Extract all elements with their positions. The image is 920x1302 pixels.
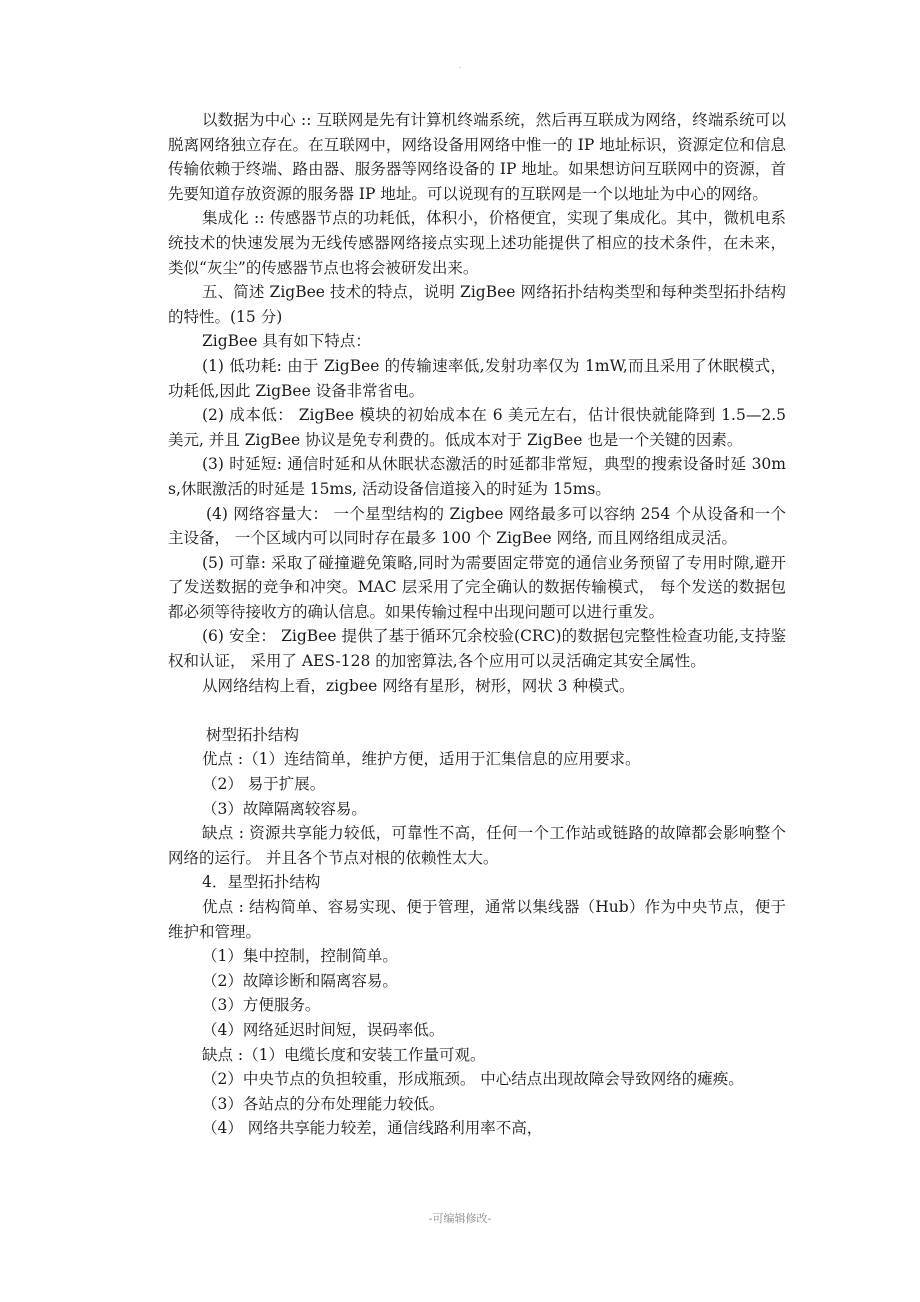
feature-low-power: (1) 低功耗: 由于 ZigBee 的传输速率低,发射功率仅为 1mW,而且采用了休眠模式，功耗低,因此 ZigBee 设备非常省电。 <box>168 356 786 400</box>
feature-short-latency: (3) 时延短: 通信时延和从休眠状态激活的时延都非常短，典型的搜索设备时延 30ms,休眠激活的时延是 15ms, 活动设备信道接入的时延为 15ms。 <box>168 455 786 498</box>
zigbee-features-intro: ZigBee 具有如下特点： <box>202 332 371 351</box>
feature-reliability: (5) 可靠: 采取了碰撞避免策略,同时为需要固定带宽的通信业务预留了专用时隙,避开了发送数据的竞争和冲突。MAC 层采用了完全确认的数据传输模式， 每个发送的数据包都必须等待接收方的确认信息。如果传输过程中出现问题可以进行重发。 <box>168 553 786 621</box>
paragraph-integration: 集成化 :: 传感器节点的功耗低，体积小，价格便宜，实现了集成化。其中，微机电系统技术的快速发展为无线传感器网络接点实现上述功能提供了相应的技术条件，在未来，类似“灰尘”的传感器节点也将会被研发出来。 <box>168 209 786 277</box>
tree-topology-heading: 树型拓扑结构 <box>206 725 300 744</box>
blank-line <box>168 698 786 723</box>
star-disadvantage-4: （4） 网络共享能力较差，通信线路利用率不高， <box>202 1119 543 1138</box>
star-disadvantage-1: 缺点 :（1）电缆长度和安装工作量可观。 <box>202 1045 486 1064</box>
header-mark: . <box>458 60 462 71</box>
star-disadvantage-3: （3）各站点的分布处理能力较低。 <box>202 1094 445 1113</box>
star-advantage-4: （4）网络延迟时间短，误码率低。 <box>202 1020 445 1039</box>
question-heading: 五、简述 ZigBee 技术的特点，说明 ZigBee 网络拓扑结构类型和每种类型拓扑结构的特性。(15 分) <box>168 283 786 326</box>
document-body <box>168 108 786 1141</box>
star-advantage-2: （2）故障诊断和隔离容易。 <box>202 971 398 990</box>
tree-disadvantage: 缺点 : 资源共享能力较低，可靠性不高，任何一个工作站或链路的故障都会影响整个网络的运行。 并且各个节点对根的依赖性太大。 <box>168 824 786 867</box>
tree-advantage-1: 优点 :（1）连结简单，维护方便，适用于汇集信息的应用要求。 <box>202 750 641 769</box>
star-advantage-3: （3）方便服务。 <box>202 996 321 1015</box>
star-disadvantage-2: （2）中央节点的负担较重，形成瓶颈。 中心结点出现故障会导致网络的瘫痪。 <box>202 1070 744 1089</box>
feature-security: (6) 安全： ZigBee 提供了基于循环冗余校验(CRC)的数据包完整性检查功能,支持鉴权和认证， 采用了 AES-128 的加密算法,各个应用可以灵活确定其安全属性。 <box>168 627 786 671</box>
star-advantage-1: （1）集中控制，控制简单。 <box>202 947 398 966</box>
tree-advantage-2: （2） 易于扩展。 <box>202 775 326 794</box>
star-advantage-intro: 优点 : 结构简单、容易实现、便于管理，通常以集线器（Hub）作为中央节点，便于维护和管理。 <box>168 898 786 941</box>
feature-network-capacity: (4) 网络容量大： 一个星型结构的 Zigbee 网络最多可以容纳 254 个从设备和一个主设备， 一个区域内可以同时存在最多 100 个 ZigBee 网络, 而且网络组成灵活。 <box>168 504 786 548</box>
feature-low-cost: (2) 成本低： ZigBee 模块的初始成本在 6 美元左右，估计很快就能降到 1.5—2.5 美元, 并且 ZigBee 协议是免专利费的。低成本对于 ZigBee 也是一个关键的因素。 <box>168 406 786 449</box>
tree-advantage-3: （3）故障隔离较容易。 <box>202 799 367 818</box>
page-footer: -可编辑修改- <box>428 1212 492 1225</box>
paragraph-data-centric: 以数据为中心 :: 互联网是先有计算机终端系统，然后再互联成为网络，终端系统可以脱离网络独立存在。在互联网中，网络设备用网络中惟一的 IP 地址标识，资源定位和信息传输依赖于终端、路由器、服务器等网络设备的 IP 地址。如果想访问互联网中的资源，首先要知道存放资源的服务器 IP 地址。可以说现有的互联网是一个以地址为中心的网络。 <box>168 111 786 203</box>
star-topology-heading: 4．星型拓扑结构 <box>202 873 321 892</box>
network-structure-summary: 从网络结构上看，zigbee 网络有星形，树形，网状 3 种模式。 <box>202 676 635 695</box>
